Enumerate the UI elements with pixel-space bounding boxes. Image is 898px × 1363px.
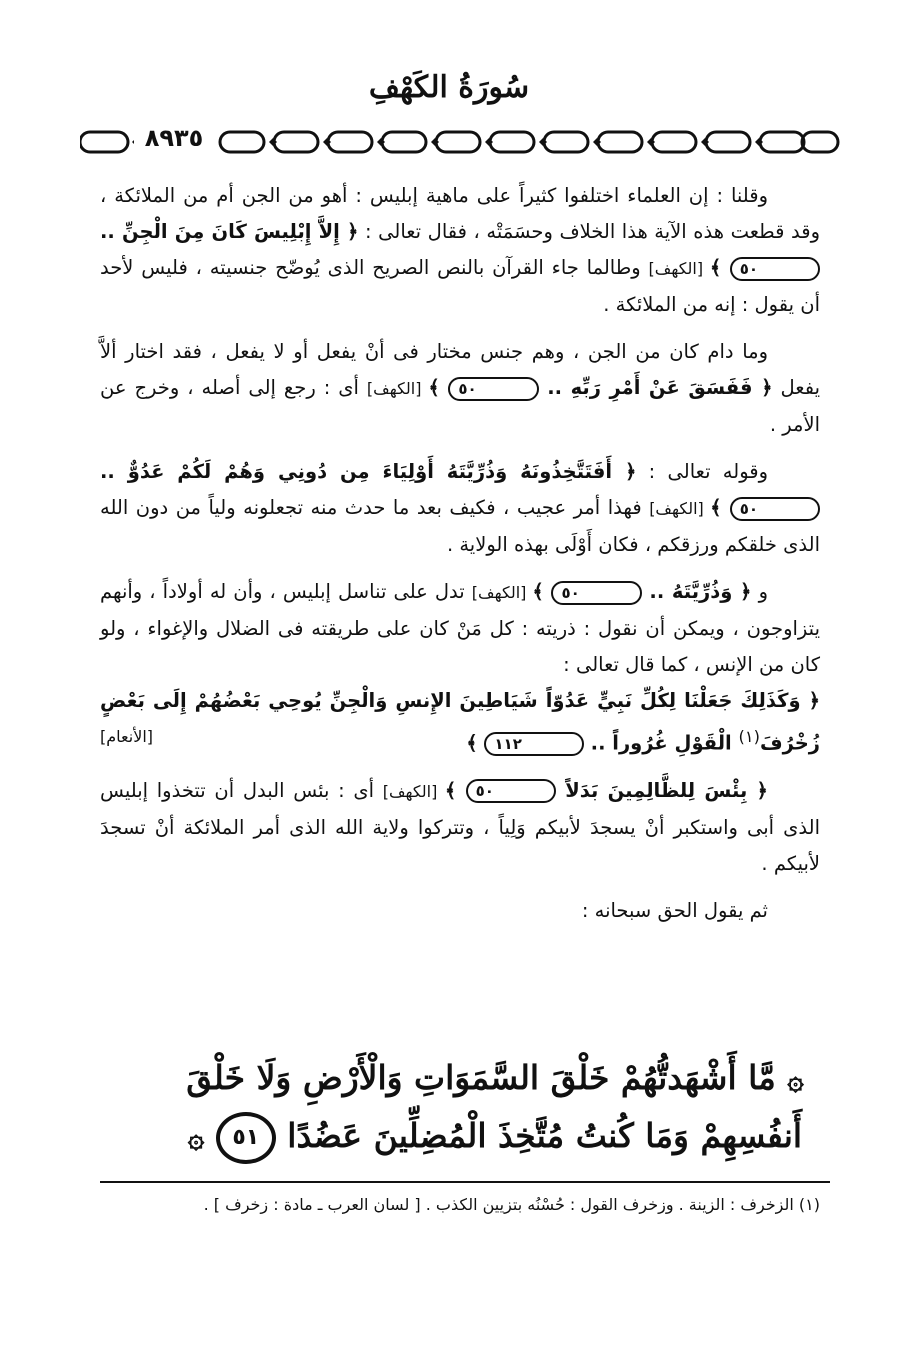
text: وقلنا : إن العلماء اختلفوا كثيراً على ماهية إبليس : أهو من الجن أم من الملائكة ، وقد قطعت هذه الآية هذا الخلاف وحسَمَتْه ، فقال تعالى : [100, 184, 821, 243]
surah-reference: [الكهف] [366, 379, 429, 398]
ayah-number: ٥٠ [466, 779, 556, 803]
verse-ornament-icon: ۞ [787, 1063, 804, 1096]
footnote-marker: (١) [738, 727, 760, 746]
ayah-number: ٥٠ [551, 581, 641, 605]
ayah-number: ٥٠ [448, 377, 538, 401]
footnote: (١) الزخرف : الزينة . وزخرف القول : حُسْنُه بتزيين الكذب . [ لسان العرب ـ مادة : زخرف ] . [203, 1195, 820, 1214]
quran-quote: ﴿ فَفَسَقَ عَنْ أَمْرِ رَبِّهِ .. [538, 376, 773, 399]
surah-reference: [الكهف] [471, 583, 533, 602]
surah-title: سُورَةُ الكَهْفِ [368, 70, 530, 105]
quran-quote-end: ﴾ [709, 256, 730, 279]
quran-quote: ﴿ بِئْسَ لِلظَّالِمِينَ بَدَلاً [555, 778, 768, 802]
ayah-number: ١١٢ [484, 732, 583, 756]
quran-quote-end: ﴾ [710, 496, 730, 519]
text: أى : بئس البدل أن تتخذوا إبليس الذى أبى واستكبر أنْ يسجدَ لأبيكم وَلِياً ، وتتركوا ولاية الله الذى أمر الملائكة أنْ تسجدَ لأبيكم . [100, 778, 820, 875]
quran-quote: ﴿ وَكَذَلِكَ جَعَلْنَا لِكُلِّ نَبِيٍّ عَدُوّاً شَيَاطِينَ الإِنسِ وَالْجِنِّ يُوحِي بَعْضُهُمْ إِلَى بَعْضٍ زُخْرُفَ [100, 689, 820, 755]
verse-line-2 [170, 1108, 820, 1166]
quran-quote: ﴿ أَفَتَتَّخِذُونَهُ وَذُرِّيَّتَهُ أَوْلِيَاءَ مِن دُونِي وَهُمْ لَكُمْ عَدُوٌّ .. [100, 460, 637, 483]
paragraph-5 [100, 773, 820, 882]
surah-reference: [الكهف] [649, 499, 711, 518]
text: وقوله تعالى : [636, 460, 768, 483]
paragraph-3 [100, 454, 820, 563]
body-text [100, 178, 820, 940]
paragraph-4 [100, 574, 820, 762]
verse-line-1 [170, 1050, 820, 1108]
ayah-number: ٥٠ [730, 497, 820, 521]
verse-text: أَنفُسِهِمْ وَمَا كُنتُ مُتَّخِذَ الْمُضِلِّينَ عَضُدًا [287, 1116, 803, 1155]
quran-quote: ﴿ إِلاَّ إِبْلِيسَ كَانَ مِنَ الْجِنِّ .. [100, 220, 359, 243]
page-number: ٨٩٣٥ [134, 124, 214, 152]
text: و [751, 580, 768, 603]
quran-quote: ﴿ وَذُرِّيَّتَهُ .. [641, 580, 752, 603]
quran-quote: الْقَوْلِ غُرُوراً .. [583, 731, 739, 755]
paragraph-6 [100, 893, 820, 929]
surah-reference: [الأنعام] [100, 727, 154, 746]
paragraph-2 [100, 334, 820, 443]
quran-quote-end: ﴾ [532, 580, 552, 603]
footnote-divider [100, 1181, 830, 1183]
paragraph-1 [100, 178, 820, 323]
text: ثم يقول الحق سبحانه : [581, 898, 768, 922]
quran-quote-end: ﴾ [466, 731, 485, 755]
text: وطالما جاء القرآن بالنص الصريح الذى يُوضّح جنسيته ، فليس لأحد أن يقول : إنه من الملائكة . [100, 256, 820, 316]
ayah-number: ٥٠ [730, 257, 820, 281]
verse-ornament-icon: ۞ [187, 1121, 205, 1154]
surah-reference: [الكهف] [382, 781, 445, 801]
text: وما دام كان من الجن ، وهم جنس مختار فى أنْ يفعل أو لا يفعل ، فقد اختار ألاَّ يفعل [100, 340, 820, 399]
text: أى : رجع إلى أصله ، وخرج عن الأمر . [100, 376, 820, 436]
quran-verse-block [170, 1050, 820, 1166]
quran-quote-end: ﴾ [444, 778, 466, 802]
surah-reference: [الكهف] [648, 259, 710, 278]
text: فهذا أمر عجيب ، فكيف بعد ما حدث منه تجعلونه ولياً من دون الله الذى خلقكم ورزقكم ، فكان أَوْلَى بهذه الولاية . [100, 496, 820, 556]
verse-text: مَّا أَشْهَدتُّهُمْ خَلْقَ السَّمَوَاتِ وَالْأَرْضِ وَلَا خَلْقَ [186, 1058, 776, 1097]
quran-quote-end: ﴾ [428, 376, 449, 399]
text: تدل على تناسل إبليس ، وأن له أولاداً ، وأنهم يتزاوجون ، ويمكن أن نقول : ذريته : كل مَنْ كان على طريقته فى الضلال والإغواء ، ولو كان من الإنس ، كما قال تعالى : [100, 580, 820, 676]
verse-number-badge: ٥١ [216, 1112, 276, 1164]
